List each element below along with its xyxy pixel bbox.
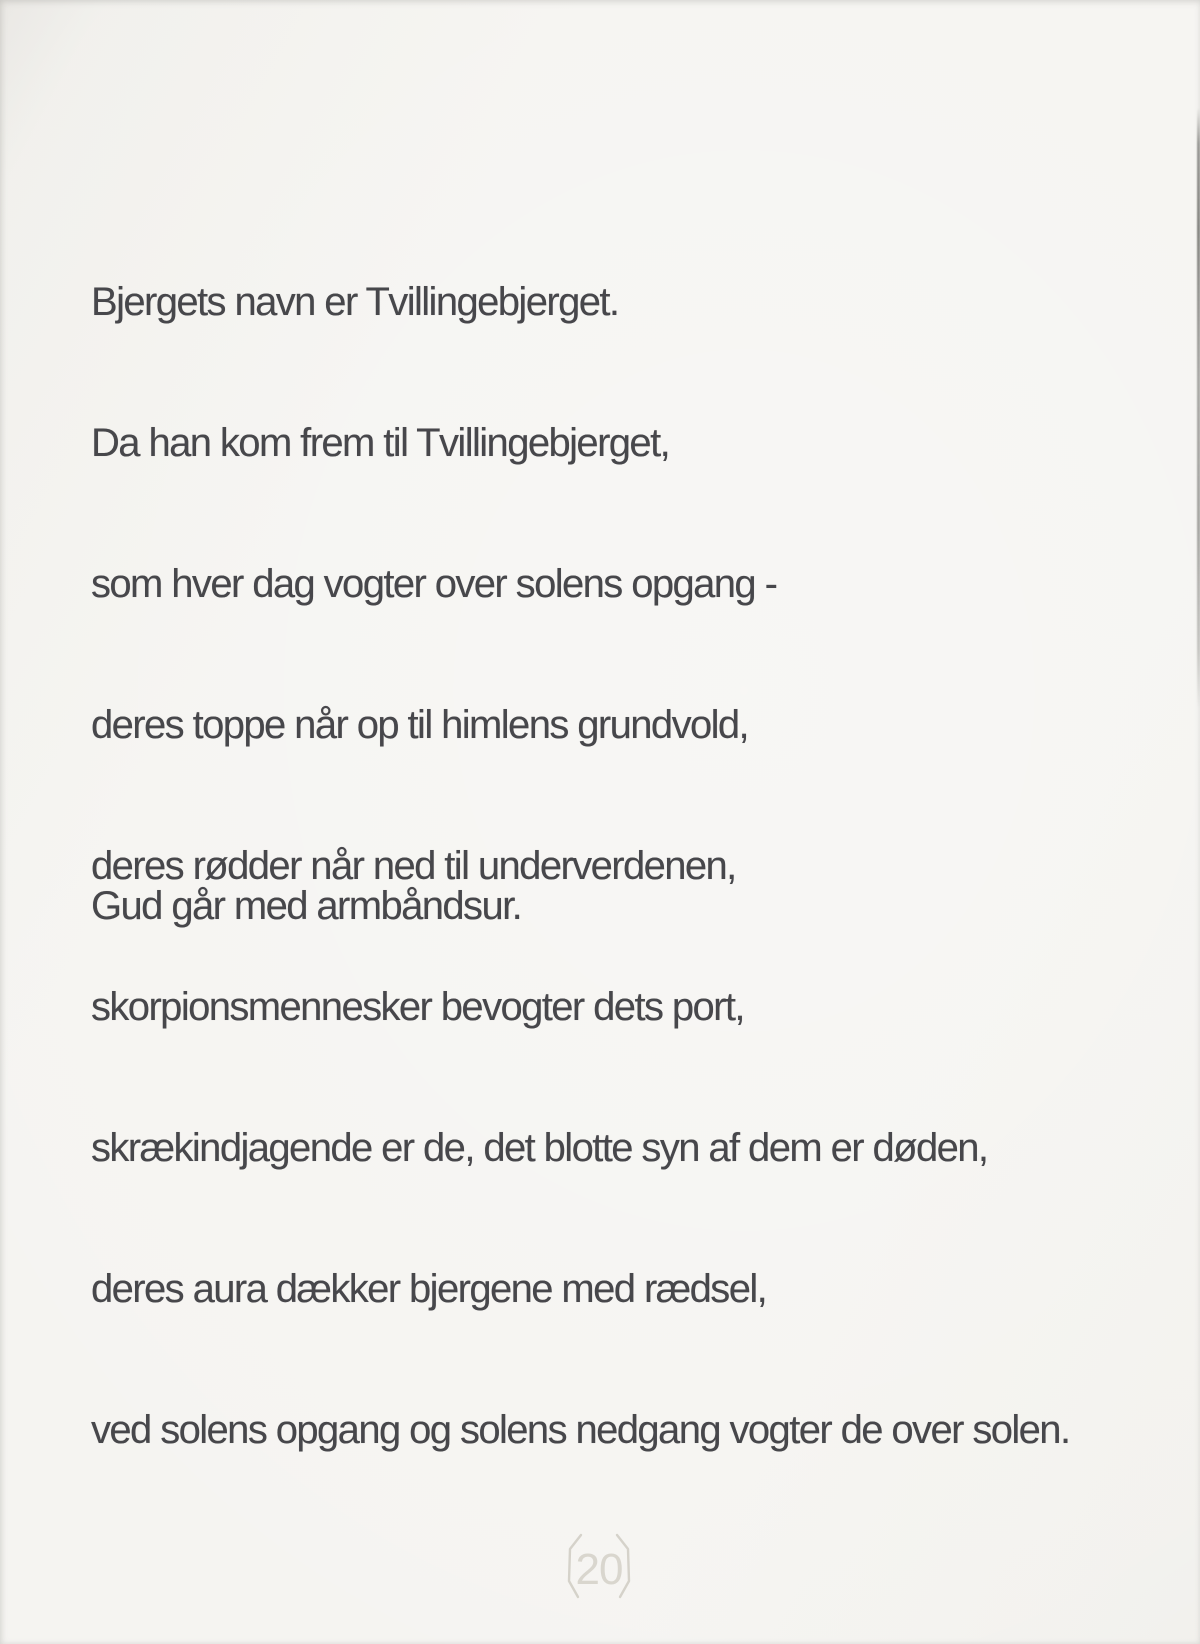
page-number-value: 20 bbox=[575, 1545, 623, 1594]
poem-line: ved solens opgang og solens nedgang vogter de over solen. bbox=[91, 1408, 1070, 1452]
poem-stanza-2 bbox=[91, 789, 521, 1024]
poem-line: deres rødder når ned til underverdenen, bbox=[91, 844, 736, 888]
poem-line: deres aura dækker bjergene med rædsel, bbox=[91, 1267, 767, 1311]
poem-line: Bjergets navn er Tvillingebjerget. bbox=[91, 280, 619, 324]
poem-line: Da han kom frem til Tvillingebjerget, bbox=[91, 421, 670, 465]
poem-line: skrækindjagende er de, det blotte syn af dem er døden, bbox=[91, 1126, 988, 1170]
poem-line: Gud går med armbåndsur. bbox=[91, 884, 522, 928]
poem-line: skorpionsmennesker bevogter dets port, bbox=[91, 985, 744, 1029]
page-number bbox=[565, 1533, 633, 1599]
poem-line: deres toppe når op til himlens grundvold, bbox=[91, 703, 749, 747]
poem-line: som hver dag vogter over solens opgang - bbox=[91, 562, 777, 606]
